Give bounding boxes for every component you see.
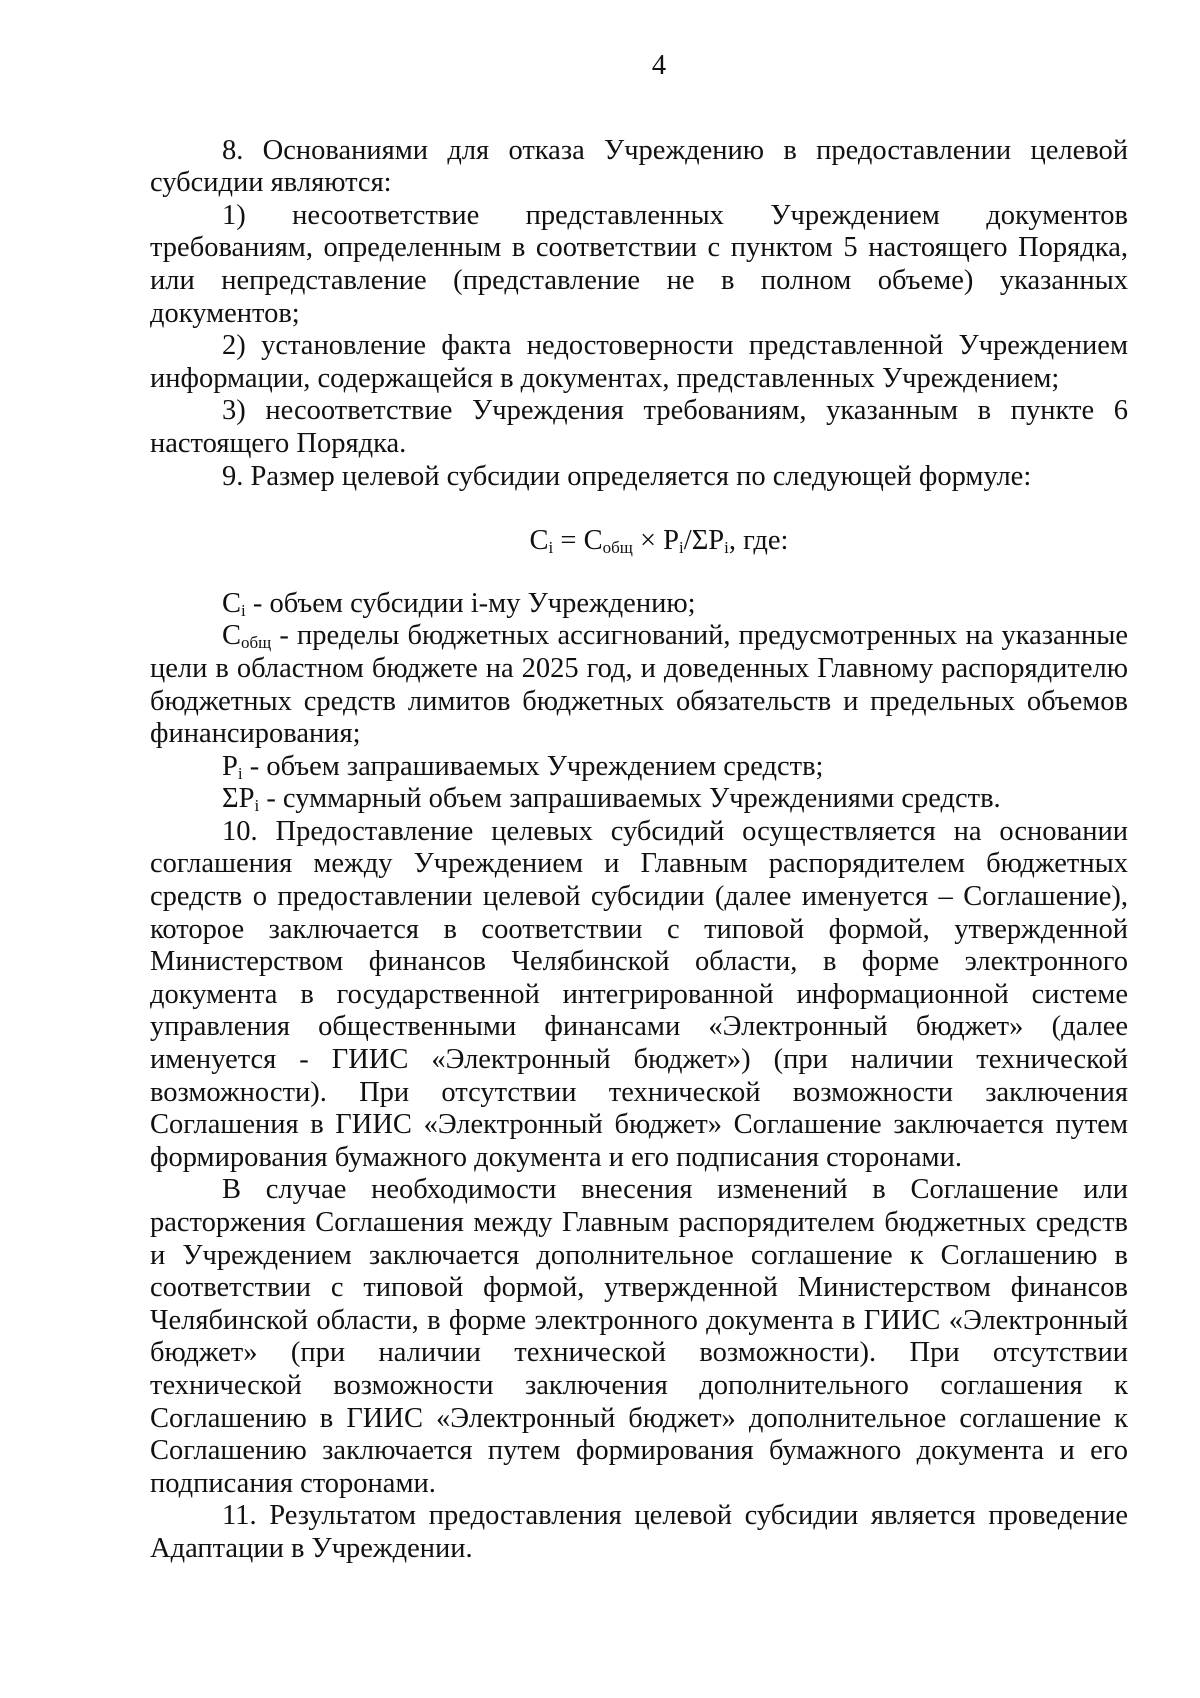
paragraph-10: 10. Предоставление целевых субсидий осуществляется на основании соглашения между Учреждением и Главным распорядителем бюджетных средств о предоставлении целевой субсидии (далее именуется – Соглашение), которое заключается в соответствии с типовой формой, утвержденной Министерством финансов Челябинской области, в форме электронного документа в государственной интегрированной информационной системе управления общественными финансами «Электронный бюджет» (далее именуется - ГИИС «Электронный бюджет») (при наличии технической возможности). При отсутствии технической возможности заключения Соглашения в ГИИС «Электронный бюджет» Соглашение заключается путем формирования бумажного документа и его подписания сторонами. — [150, 815, 1128, 1173]
definition-subscript: общ — [241, 633, 272, 653]
definition-text: - суммарный объем запрашиваемых Учреждениями средств. — [259, 783, 1001, 815]
formula-c-total: C — [583, 525, 603, 557]
formula-tail: , где: — [728, 525, 789, 557]
paragraph-9: 9. Размер целевой субсидии определяется по следующей формуле: — [222, 460, 1032, 492]
definition-sum-pi — [150, 783, 1128, 816]
definition-text: - пределы бюджетных ассигнований, предусмотренных на указанные цели в областном бюджете на 2025 год, и доведенных Главному распорядителю бюджетных средств лимитов бюджетных обязательств и предельных объемов финансирования; — [150, 620, 1128, 750]
definition-text: - объем субсидии i-му Учреждению; — [245, 587, 696, 619]
formula-slash: /ΣP — [683, 525, 725, 557]
formula-sub-i: i — [548, 538, 554, 558]
page-number: 4 — [651, 50, 667, 81]
definition-symbol: C — [222, 620, 242, 652]
formula-sub-i-2: i — [679, 538, 684, 558]
paragraph-10-amendments: В случае необходимости внесения изменений в Соглашение или расторжения Соглашения между Главным распорядителем бюджетных средств и Учреждением заключается дополнительное соглашение к Соглашению в соответствии с типовой формой, утвержденной Министерством финансов Челябинской области, в форме электронного документа в ГИИС «Электронный бюджет» (при наличии технической возможности). При отсутствии технической возможности заключения дополнительного соглашения к Соглашению в ГИИС «Электронный бюджет» дополнительное соглашение к Соглашению заключается путем формирования бумажного документа и его подписания сторонами. — [150, 1174, 1128, 1499]
formula-times: × P — [632, 525, 680, 557]
paragraph-8-item-1: 1) несоответствие представленных Учреждением документов требованиям, определенным в соответствии с пунктом 5 настоящего Порядка, или непредставление (представление не в полном объеме) указанных документов; — [150, 199, 1128, 329]
definition-symbol: C — [222, 587, 242, 619]
definition-pi — [150, 751, 1128, 784]
formula-eq: = — [553, 525, 584, 557]
definition-text: - объем запрашиваемых Учреждением средств; — [242, 750, 824, 782]
definition-c-total — [150, 620, 1128, 750]
paragraph-11: 11. Результатом предоставления целевой субсидии является проведение Адаптации в Учреждении. — [150, 1500, 1128, 1564]
definition-subscript: i — [241, 600, 246, 620]
paragraph-8-item-2: 2) установление факта недостоверности представленной Учреждением информации, содержащейся в документах, представленных Учреждением; — [150, 330, 1128, 394]
subsidy-formula — [150, 525, 1128, 558]
formula-sub-obsch: общ — [602, 538, 633, 558]
definition-symbol: ΣP — [222, 783, 255, 815]
formula-c: C — [529, 525, 549, 557]
definition-subscript: i — [254, 796, 260, 816]
formula-sub-i-3: i — [724, 538, 729, 558]
paragraph-8-item-3: 3) несоответствие Учреждения требованиям, указанным в пункте 6 настоящего Порядка. — [150, 395, 1128, 459]
definition-subscript: i — [237, 763, 243, 783]
paragraph-8: 8. Основаниями для отказа Учреждению в предоставлении целевой субсидии являются: — [150, 134, 1128, 199]
definition-ci — [150, 588, 1128, 621]
document-page — [150, 50, 1128, 1566]
definition-symbol: P — [222, 750, 238, 782]
